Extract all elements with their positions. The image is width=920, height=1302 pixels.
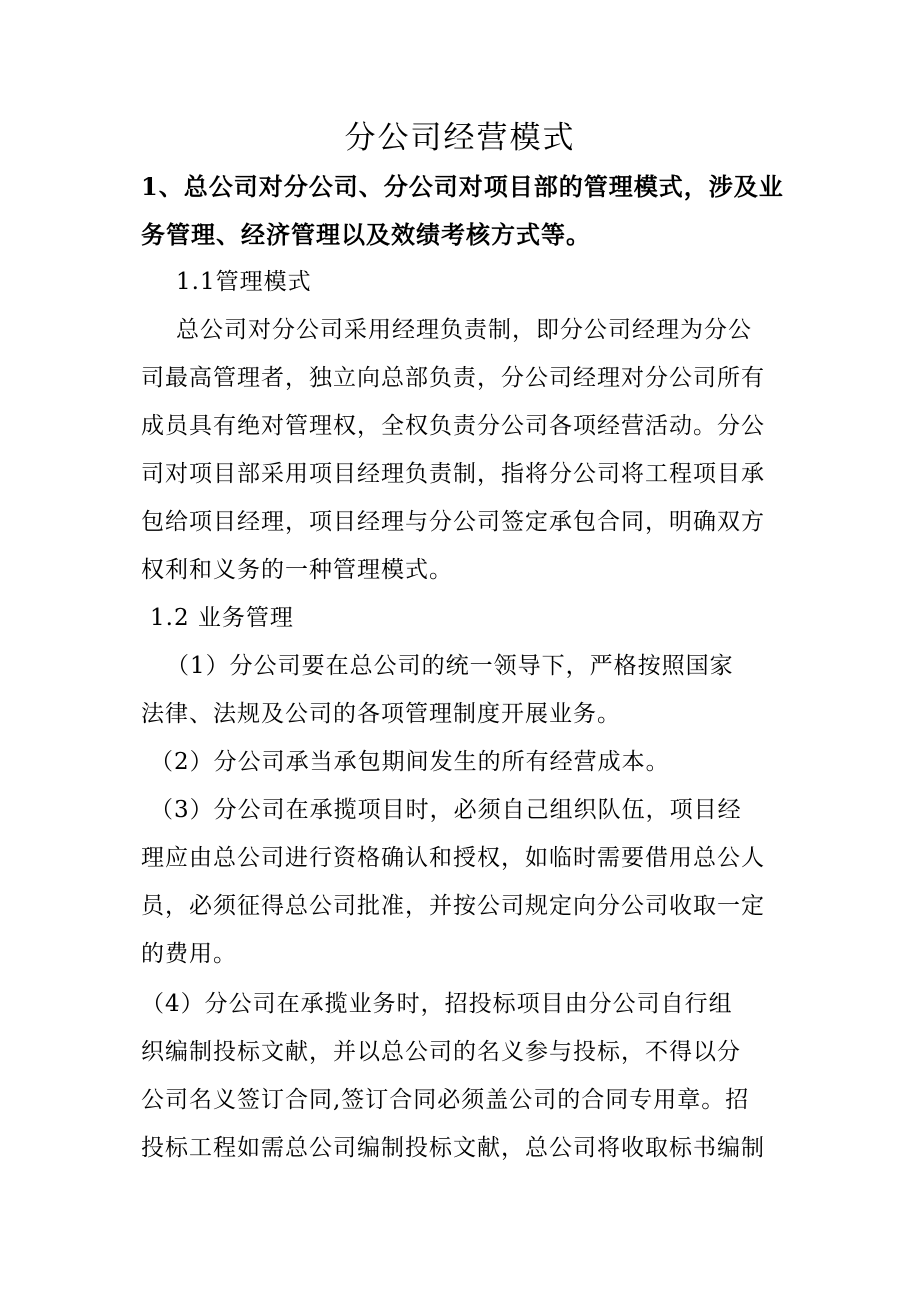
- list-item-4-line: 公司名义签订合同,签订合同必须盖公司的合同专用章。招: [141, 1087, 750, 1113]
- list-item-3-line: 理应由总公司进行资格确认和授权，如临时需要借用总公人: [141, 845, 765, 871]
- paragraph-line: 权利和义务的一种管理模式。: [141, 557, 453, 583]
- list-item-1-line: （1）分公司要在总公司的统一领导下，严格按照国家: [166, 653, 734, 679]
- paragraph-line: 司最高管理者，独立向总部负责，分公司经理对分公司所有: [141, 365, 765, 391]
- paragraph-line: 包给项目经理，项目经理与分公司签定承包合同，明确双方: [141, 509, 765, 535]
- list-item-1-line: 法律、法规及公司的各项管理制度开展业务。: [141, 701, 621, 727]
- list-item-3-line: 的费用。: [141, 941, 237, 967]
- list-item-3-line: （3）分公司在承揽项目时，必须自己组织队伍，项目经: [150, 797, 742, 823]
- list-item-4-line: （4）分公司在承揽业务时，招投标项目由分公司自行组: [141, 991, 733, 1017]
- subheading-1-2: 1.2 业务管理: [150, 605, 294, 631]
- paragraph-line: 成员具有绝对管理权，全权负责分公司各项经营活动。分公: [141, 413, 765, 439]
- subheading-1-1: 1.1管理模式: [176, 269, 312, 295]
- section-heading-1: 1、总公司对分公司、分公司对项目部的管理模式，涉及业务管理、经济管理以及效绩考核方式等。: [141, 172, 784, 249]
- list-item-3-line: 员，必须征得总公司批准，并按公司规定向分公司收取一定: [141, 893, 765, 919]
- list-item-4-line: 织编制投标文献，并以总公司的名义参与投标，不得以分: [141, 1039, 741, 1065]
- document-title: 分公司经营模式: [344, 120, 576, 156]
- paragraph-line: 司对项目部采用项目经理负责制，指将分公司将工程项目承: [141, 461, 765, 487]
- paragraph-line: 总公司对分公司采用经理负责制，即分公司经理为分公: [176, 317, 752, 343]
- list-item-4-line: 投标工程如需总公司编制投标文献，总公司将收取标书编制: [141, 1135, 765, 1161]
- list-item-2: （2）分公司承当承包期间发生的所有经营成本。: [150, 749, 670, 775]
